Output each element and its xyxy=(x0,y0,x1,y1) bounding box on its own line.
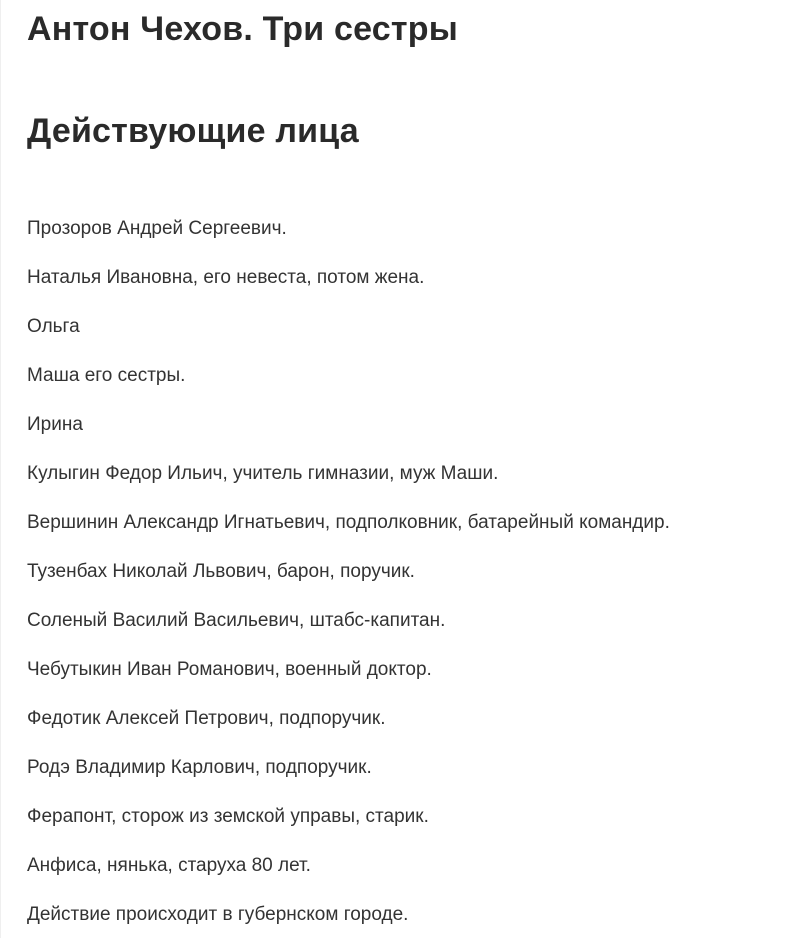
section-heading: Действующие лица xyxy=(27,112,359,150)
cast-item: Соленый Василий Васильевич, штабс-капитан. xyxy=(27,610,446,631)
cast-item: Наталья Ивановна, его невеста, потом жена. xyxy=(27,267,425,288)
cast-item: Прозоров Андрей Сергеевич. xyxy=(27,218,287,239)
cast-item: Федотик Алексей Петрович, подпоручик. xyxy=(27,708,386,729)
cast-item: Ольга xyxy=(27,316,80,337)
setting-note: Действие происходит в губернском городе. xyxy=(27,904,409,925)
cast-item: Чебутыкин Иван Романович, военный доктор. xyxy=(27,659,432,680)
cast-list xyxy=(27,213,670,948)
cast-item: Ирина xyxy=(27,414,83,435)
cast-item: Ферапонт, сторож из земской управы, старик. xyxy=(27,806,429,827)
cast-item: Родэ Владимир Карлович, подпоручик. xyxy=(27,757,372,778)
cast-item: Анфиса, нянька, старуха 80 лет. xyxy=(27,855,311,876)
cast-item: Вершинин Александр Игнатьевич, подполковник, батарейный командир. xyxy=(27,512,670,533)
cast-item: Маша его сестры. xyxy=(27,365,186,386)
cast-item: Кулыгин Федор Ильич, учитель гимназии, муж Маши. xyxy=(27,463,499,484)
cast-item: Тузенбах Николай Львович, барон, поручик. xyxy=(27,561,415,582)
page-title: Антон Чехов. Три сестры xyxy=(27,10,458,48)
